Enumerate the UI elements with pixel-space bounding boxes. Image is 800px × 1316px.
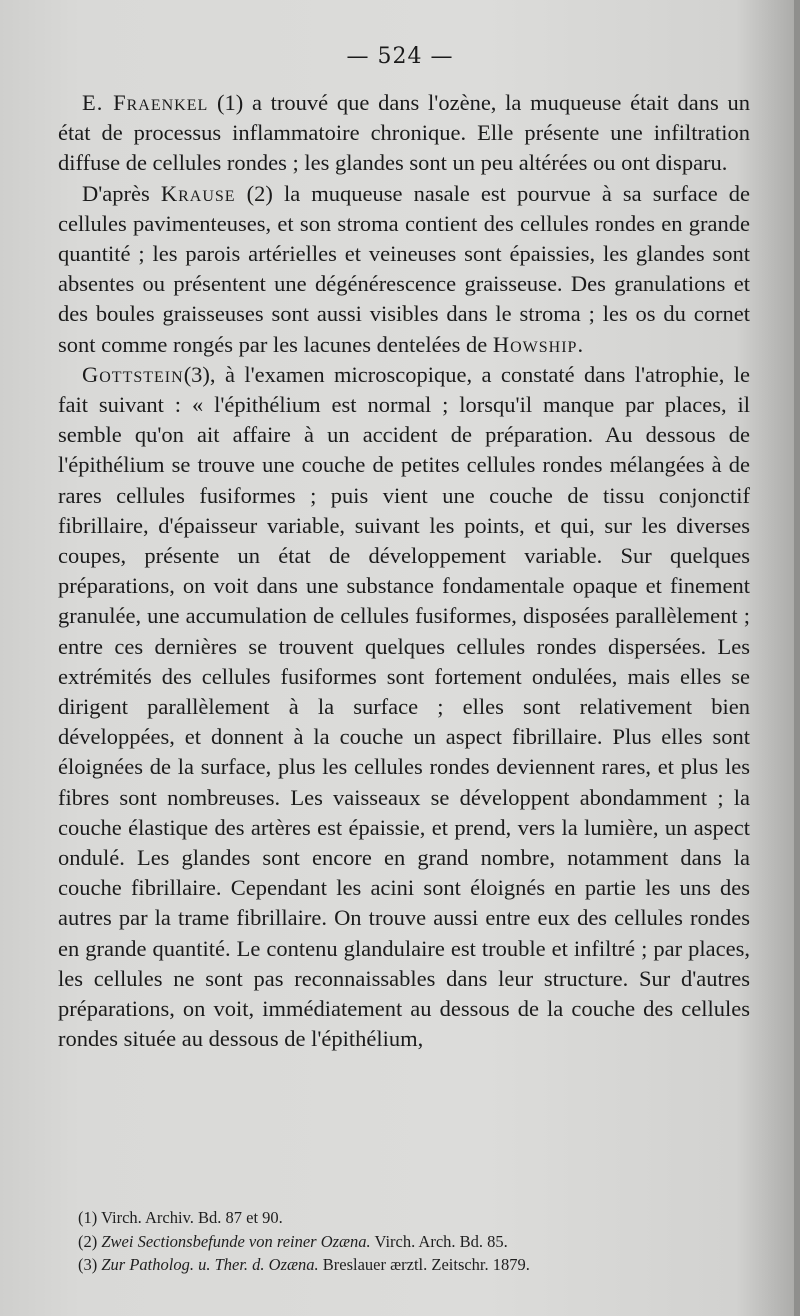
author-name: Gottstein [82, 361, 184, 387]
footnote-source: Virch. Arch. Bd. 85. [374, 1231, 508, 1251]
page-number: — 524 — [346, 44, 454, 69]
main-text [58, 88, 750, 1055]
paragraph-gottstein [58, 360, 750, 1055]
footnote-mark: (2) [78, 1231, 98, 1251]
footnote [78, 1253, 758, 1277]
author-name: Krause [160, 180, 236, 206]
paragraph-text: (1) a trouvé que dans l'ozène, la muqueuse était dans un état de processus inflammatoire chronique. Elle présente une infiltration diffuse de cellules rondes ; les glandes sont un peu altérées ou ont disparu. [58, 90, 750, 176]
footnote-title: Zwei Sectionsbefunde von reiner Ozæna. [101, 1231, 371, 1251]
page-edge-shadow [794, 0, 800, 1316]
author-name: Howship [492, 331, 578, 357]
footnotes [78, 1206, 758, 1277]
paragraph-text: (3), à l'examen microscopique, a constaté dans l'atrophie, le fait suivant : « l'épithélium est normal ; lorsqu'il manque par places, il semble qu'on ait affaire à un accident de préparation. Au dessous de l'épithélium se trouve une couche de petites cellules rondes mélangées à de rares cellules fusiformes ; puis vient une couche de tissu conjonctif fibrillaire, d'épaisseur variable, suivant les points, et qui, sur les diverses coupes, présente un état de développement variable. Sur quelques préparations, on voit dans une substance fondamentale opaque et finement granulée, une accumulation de cellules fusiformes, disposées parallèlement ; entre ces dernières se trouvent quelques cellules rondes dispersées. Les extrémités des cellules fusiformes sont fortement ondulées, mais elles se dirigent parallèlement à la surface ; elles sont relativement bien développées, et donnent à la couche un aspect fibrillaire. Plus elles sont éloignées de la surface, plus les cellules rondes deviennent rares, et plus les fibres sont nombreuses. Les vaisseaux se développent abondamment ; la couche élastique des artères est épaissie, et prend, vers la lumière, un aspect ondulé. Les glandes sont encore en grand nombre, notamment dans la couche fibrillaire. Cependant les acini sont éloignés en partie les uns des autres par la trame fibrillaire. On trouve aussi entre eux des cellules rondes en grande quantité. Le contenu glandulaire est trouble et infiltré ; par places, les cellules ne sont pas reconnaissables dans leur structure. Sur d'autres préparations, on voit, immédiatement au dessous de la couche des cellules rondes située au dessous de l'épithélium, [58, 361, 750, 1052]
paragraph-lead: D'après [82, 180, 161, 206]
paragraph-text: (2) la muqueuse nasale est pourvue à sa surface de cellules pavimenteuses, et son stroma contient des cellules rondes en grande quantité ; les parois artérielles et veineuses sont épaissies, les glandes sont absentes ou présentent une dégénérescence graisseuse. Des granulations et des boules graisseuses sont aussi visibles dans le stroma ; les os du cornet sont comme rongés par les lacunes dentelées de [58, 180, 751, 357]
footnote-mark: (1) [78, 1208, 98, 1227]
paragraph-fraenkel [58, 88, 750, 179]
footnote-source: Virch. Archiv. Bd. 87 et 90. [101, 1208, 283, 1227]
footnote-mark: (3) [78, 1255, 98, 1274]
paragraph-end: . [577, 331, 584, 357]
footnote [78, 1206, 758, 1230]
footnote-title: Zur Patholog. u. Ther. d. Ozæna. [101, 1255, 319, 1274]
author-name: E. Fraenkel [82, 90, 209, 115]
footnote-source: Breslauer ærztl. Zeitschr. 1879. [322, 1255, 530, 1274]
paragraph-krause [58, 179, 750, 360]
footnote [78, 1230, 758, 1254]
